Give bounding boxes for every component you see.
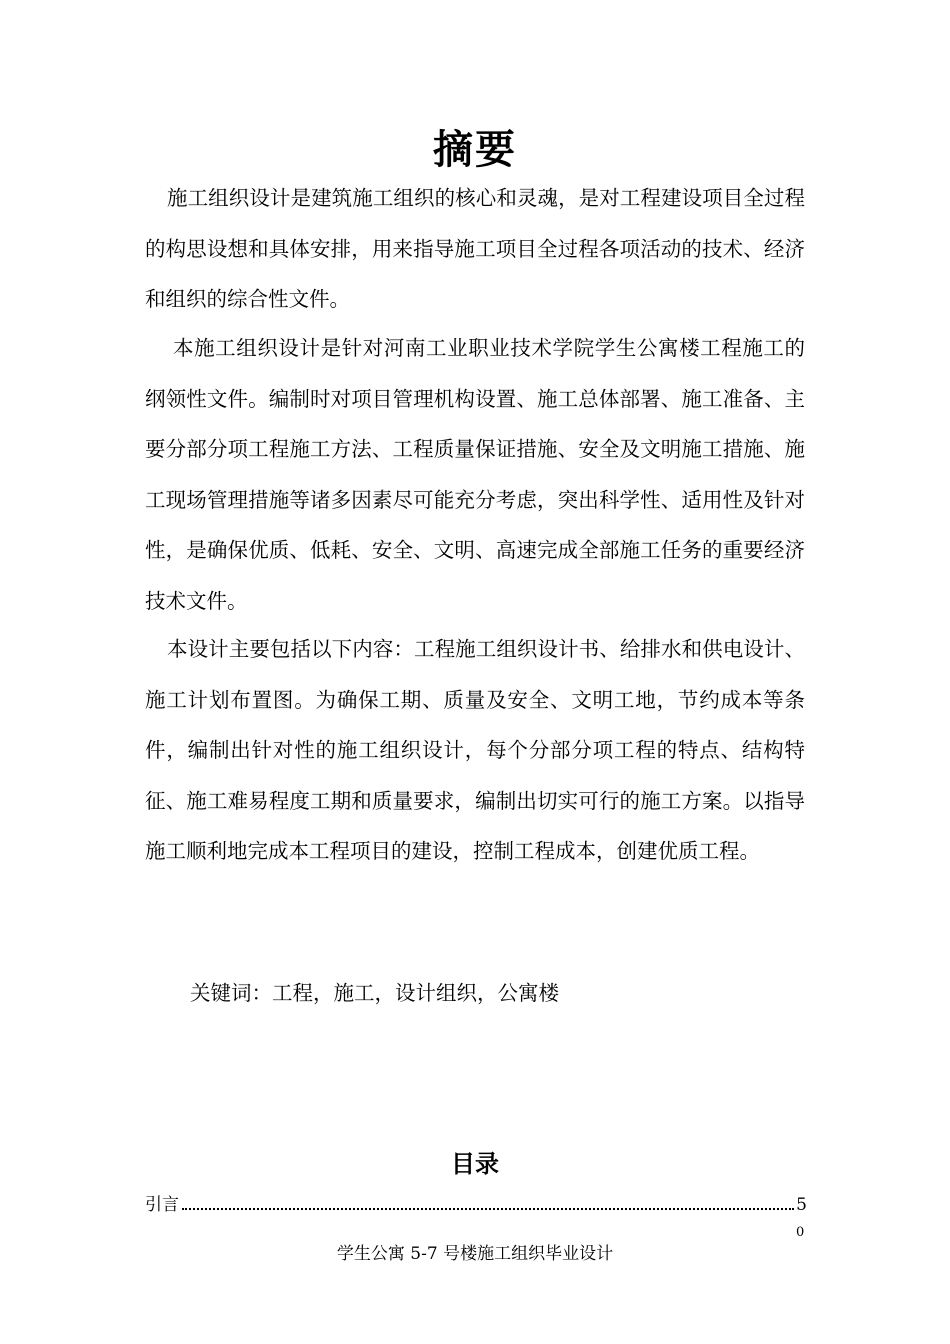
toc-title: 目录 (451, 1149, 499, 1178)
keywords-line: 关键词：工程，施工，设计组织，公寓楼 (190, 981, 559, 1005)
abstract-paragraph-3: 本设计主要包括以下内容：工程施工组织设计书、给排水和供电设计、施工计划布置图。为确保工期、质量及安全、文明工地，节约成本等条件，编制出针对性的施工组织设计，每个分部分项工程的特点、结构特征、施工难易程度工期和质量要求，编制出切实可行的施工方案。以指导施工顺利地完成本工程项目的建设，控制工程成本，创建优质工程。 (145, 637, 805, 863)
toc-dot-leader (182, 1207, 794, 1210)
abstract-title: 摘要 (433, 126, 517, 173)
toc-entry-page: 5 (796, 1195, 807, 1215)
abstract-paragraph-1: 施工组织设计是建筑施工组织的核心和灵魂，是对工程建设项目全过程的构思设想和具体安排，用来指导施工项目全过程各项活动的技术、经济和组织的综合性文件。 (145, 186, 805, 311)
page-footer: 学生公寓 5-7 号楼施工组织毕业设计 (336, 1244, 614, 1264)
abstract-paragraph-2: 本施工组织设计是针对河南工业职业技术学院学生公寓楼工程施工的纲领性文件。编制时对项目管理机构设置、施工总体部署、施工准备、主要分部分项工程施工方法、工程质量保证措施、安全及文明施工措施、施工现场管理措施等诸多因素尽可能充分考虑，突出科学性、适用性及针对性，是确保优质、低耗、安全、文明、高速完成全部施工任务的重要经济技术文件。 (145, 336, 805, 613)
toc-entry-label: 引言 (145, 1195, 179, 1215)
page-number: 0 (796, 1225, 805, 1240)
toc-entry-introduction[interactable] (145, 1192, 807, 1218)
